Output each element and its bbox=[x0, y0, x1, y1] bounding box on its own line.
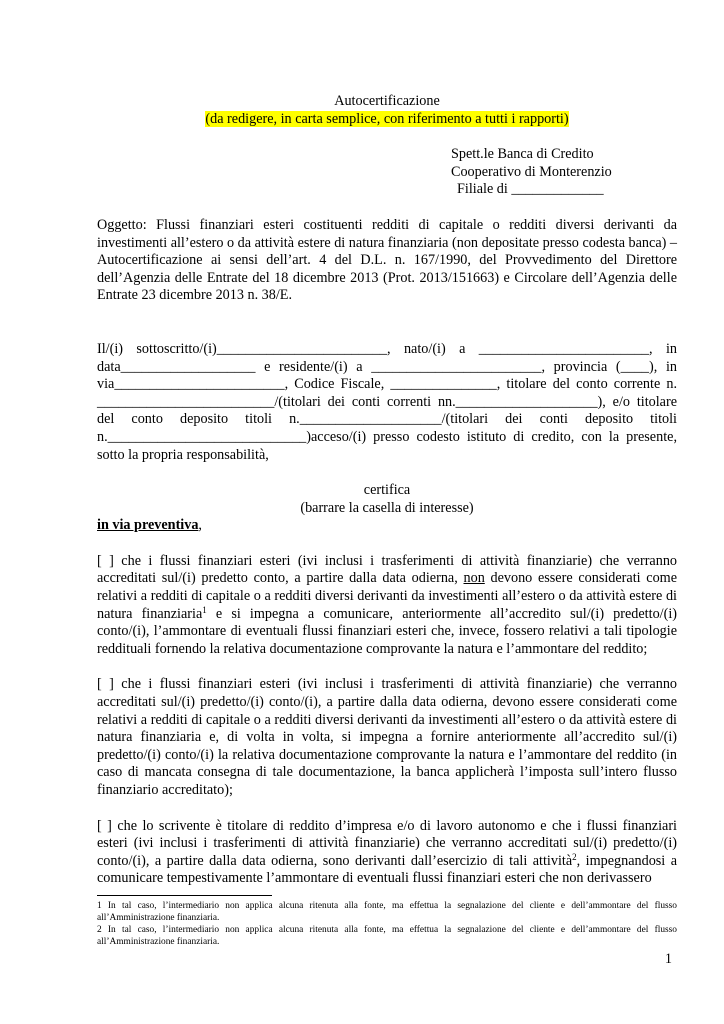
certifica-note: (barrare la casella di interesse) bbox=[300, 499, 474, 516]
subject-paragraph: Oggetto: Flussi finanziari esteri costituenti redditi di capitale o redditi diversi derivanti da investimenti all’estero o da attività estere di natura finanziaria (non depositate presso codesta banca) – Autocertificazione ai sensi dell’art. 4 del D.L. n. 167/1990, del Provvedimento del Direttore dell’Agenzia delle Entrate del 18 dicembre 2013 (Prot. 2013/151663) e Circolare dell’Agenzia delle Entrate 23 dicembre 2013 n. 38/E. bbox=[97, 216, 677, 304]
addressee-line-3: Filiale di _____________ bbox=[457, 181, 604, 198]
certifica-heading: certifica bbox=[363, 482, 411, 499]
option-1-checkbox[interactable]: [ ] bbox=[97, 552, 114, 569]
option-1-text-c: e si impegna a comunicare, anteriormente all’accredito sul/(i) predetto/(i) conto/(i), l’ammontare di eventuali flussi finanziari esteri che, invece, fossero relativi a tali tipologie reddituali fornendo la relativa documentazione comprovante la natura e l’ammontare del reddito; bbox=[97, 605, 677, 657]
option-2-checkbox[interactable]: [ ] bbox=[97, 676, 114, 693]
declaration-paragraph: Il/(i) sottoscritto/(i)________________________, nato/(i) a ________________________, in data___________________ e residente/(i) a ________________________, provincia (____), in via________________________, Codice Fiscale, _______________, titolare del conto corrente n. _________________________/(titolari dei conti correnti nn.____________________), e/o titolare del conto deposito titoli n.____________________/(titolari dei conti deposito titoli n.____________________________)acceso/(i) presso codesto istituto di credito, con la presente, sotto la propria responsabilità, bbox=[97, 340, 677, 463]
addressee-block bbox=[451, 146, 677, 199]
option-3-text-b: , impegnandosi a comunicare tempestivamente l’ammontare di eventuali flussi finanziari esteri che non derivassero bbox=[97, 852, 677, 887]
option-2-text: che i flussi finanziari esteri (ivi inclusi i trasferimenti di attività finanziarie) che verranno accreditati sul/(i) predetto/(i) conto/(i), a partire dalla data odierna, devono essere considerati come relativi a redditi di capitale o a redditi diversi derivanti da investimenti all’estero o da attività estere di natura finanziaria e, di volta in volta, si impegna a fornire anteriormente all’accredito sul/(i) predetto/(i) conto/(i) la relativa documentazione comprovante la natura e l’ammontare del reddito (in caso di mancata consegna di tale documentazione, la banca applicherà l’imposta sull’intero flusso finanziario accreditato); bbox=[97, 676, 678, 798]
document-title: Autocertificazione bbox=[334, 93, 440, 109]
option-1-paragraph bbox=[97, 553, 677, 659]
option-3-checkbox[interactable]: [ ] bbox=[97, 817, 112, 834]
footnote-2: 2 In tal caso, l’intermediario non applica alcuna ritenuta alla fonte, ma effettua la segnalazione del cliente e dell’ammontare del flusso all’Amministrazione finanziaria. bbox=[97, 925, 677, 947]
document-body bbox=[97, 93, 677, 888]
preventiva-heading bbox=[97, 517, 677, 535]
footnote-separator bbox=[97, 895, 272, 896]
document-subtitle bbox=[97, 111, 677, 129]
footnotes bbox=[97, 900, 677, 948]
option-3-text-a: che lo scrivente è titolare di reddito d’impresa e/o di lavoro autonomo e che i flussi finanziari esteri (ivi inclusi i trasferimenti di attività finanziarie) che verranno accreditati sul/(i) predetto/(i) conto/(i), a partire dalla data odierna, sono derivanti dall’esercizio di tali attività bbox=[97, 817, 677, 869]
addressee-line-1: Spett.le Banca di Credito bbox=[451, 146, 594, 163]
preventiva-comma: , bbox=[198, 517, 202, 534]
preventiva-label: in via preventiva bbox=[97, 517, 199, 534]
footnote-ref-1: 1 bbox=[202, 604, 207, 615]
footnote-ref-2: 2 bbox=[572, 851, 577, 862]
addressee-line-2: Cooperativo di Monterenzio bbox=[451, 163, 612, 180]
option-3-paragraph bbox=[97, 818, 677, 888]
option-1-non: non bbox=[463, 570, 485, 587]
subtitle-highlight: (da redigere, in carta semplice, con riferimento a tutti i rapporti) bbox=[205, 110, 569, 127]
option-1-text-a: che i flussi finanziari esteri (ivi inclusi i trasferimenti di attività finanziarie) che verranno accreditati sul/(i) predetto conto, a partire dalla data odierna, bbox=[97, 552, 678, 587]
option-2-paragraph bbox=[97, 676, 677, 799]
footnote-1: 1 In tal caso, l’intermediario non applica alcuna ritenuta alla fonte, ma effettua la segnalazione del cliente e dell’ammontare del flusso all’Amministrazione finanziaria. bbox=[97, 901, 677, 923]
page-number: 1 bbox=[664, 951, 672, 967]
option-1-text-b: devono essere considerati come relativi a redditi di capitale o a redditi diversi derivanti da investimenti all’estero o da attività estere di natura finanziaria bbox=[97, 570, 678, 622]
